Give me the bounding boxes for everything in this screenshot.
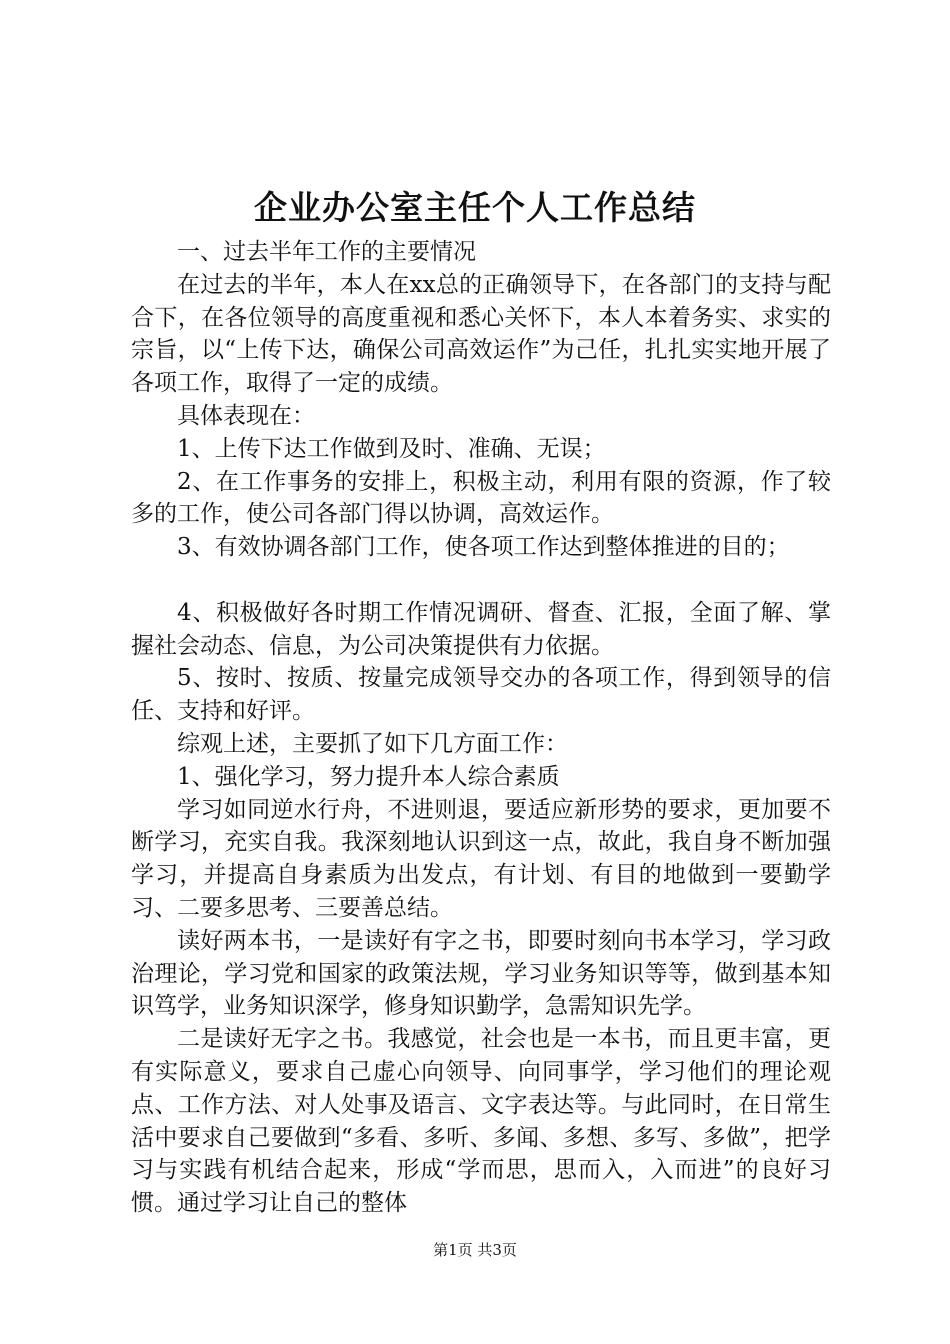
paragraph: 综观上述，主要抓了如下几方面工作： <box>177 730 568 757</box>
list-item: 4、积极做好各时期工作情况调研、督查、汇报，全面了解、掌握社会动态、信息，为公司决策提供有力依据。 <box>131 599 831 659</box>
paragraph: 在过去的半年，本人在xx总的正确领导下，在各部门的支持与配合下，在各位领导的高度重视和悉心关怀下，本人本着务实、求实的宗旨，以“上传下达，确保公司高效运作”为己任，扎扎实实地开展了各项工作，取得了一定的成绩。 <box>131 271 831 397</box>
subsection-heading: 1、强化学习，努力提升本人综合素质 <box>177 763 560 790</box>
list-item: 5、按时、按质、按量完成领导交办的各项工作，得到领导的信任、支持和好评。 <box>131 665 831 725</box>
paragraph: 读好两本书，一是读好有字之书，即要时刻向书本学习，学习政治理论，学习党和国家的政策法规，学习业务知识等等，做到基本知识笃学，业务知识深学，修身知识勤学，急需知识先学。 <box>131 927 831 1020</box>
list-item: 1、上传下达工作做到及时、准确、无误； <box>177 435 606 462</box>
list-item: 3、有效协调各部门工作，使各项工作达到整体推进的目的； <box>177 534 790 561</box>
page-number-footer: 第1页 共3页 <box>433 1241 517 1259</box>
paragraph: 二是读好无字之书。我感觉，社会也是一本书，而且更丰富，更有实际意义，要求自己虚心向领导、向同事学，学习他们的理论观点、工作方法、对人处事及语言、文字表达等。与此同时，在日常生活中要求自己要做到“多看、多听、多闻、多想、多写、多做”，把学习与实践有机结合起来，形成“学而思，思而入，入而进”的良好习惯。通过学习让自己的整体 <box>131 1026 831 1217</box>
document-body <box>131 236 831 1220</box>
section-heading: 一、过去半年工作的主要情况 <box>177 239 476 265</box>
list-item: 2、在工作事务的安排上，积极主动，利用有限的资源，作了较多的工作，使公司各部门得以协调，高效运作。 <box>131 468 831 528</box>
blank-line <box>131 564 831 597</box>
paragraph: 具体表现在： <box>177 402 315 429</box>
paragraph: 学习如同逆水行舟，不进则退，要适应新形势的要求，更加要不断学习，充实自我。我深刻地认识到这一点，故此，我自身不断加强学习，并提高自身素质为出发点，有计划、有目的地做到一要勤学习、二要多思考、三要善总结。 <box>131 796 831 921</box>
document-title: 企业办公室主任个人工作总结 <box>254 188 696 227</box>
